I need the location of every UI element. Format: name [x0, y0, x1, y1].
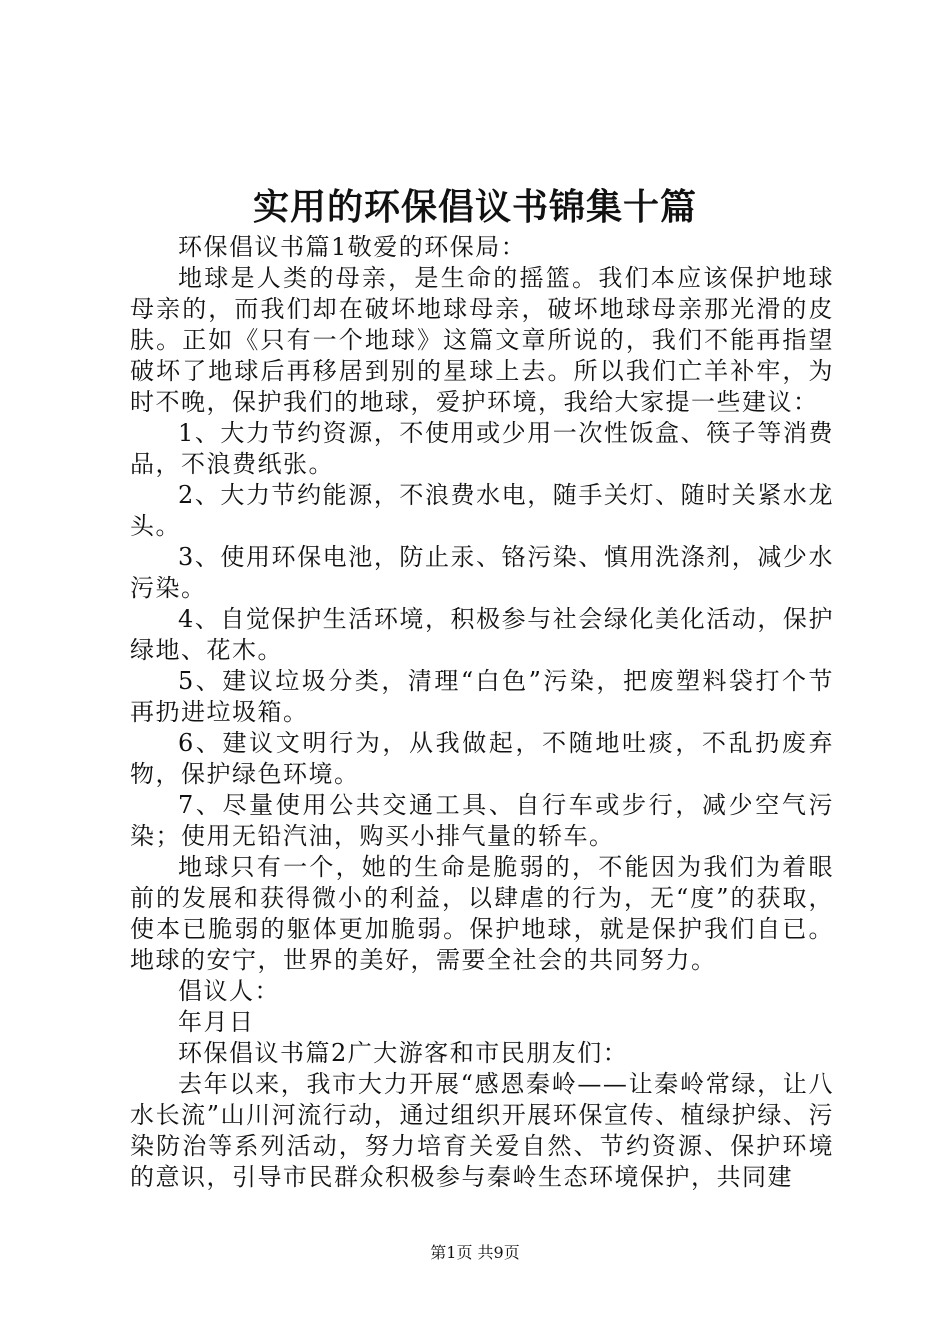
paragraph-intro-2: 去年以来，我市大力开展“感恩秦岭——让秦岭常绿，让八水长流”山川河流行动，通过组织开展环保宣传、植绿护绿、污染防治等系列活动，努力培育关爱自然、节约资源、保护环境的意识，引导市民群众积极参与秦岭生态环境保护，共同建	[130, 1070, 834, 1191]
document-title: 实用的环保倡议书锦集十篇	[252, 187, 697, 228]
paragraph-salutation-1: 环保倡议书篇1敬爱的环保局：	[178, 233, 527, 261]
paragraph-date: 年月日	[178, 1008, 255, 1036]
paragraph-item-3: 3、使用环保电池，防止汞、铬污染、慎用洗涤剂，减少水污染。	[130, 543, 834, 602]
paragraph-item-4: 4、自觉保护生活环境，积极参与社会绿化美化活动，保护绿地、花木。	[130, 605, 834, 664]
paragraph-salutation-2: 环保倡议书篇2广大游客和市民朋友们：	[178, 1039, 629, 1067]
paragraph-item-6: 6、建议文明行为，从我做起，不随地吐痰，不乱扔废弃物，保护绿色环境。	[130, 729, 834, 788]
document-body	[130, 232, 834, 1193]
paragraph-signer: 倡议人：	[178, 977, 280, 1005]
paragraph-item-5: 5、建议垃圾分类，清理“白色”污染，把废塑料袋打个节再扔进垃圾箱。	[130, 667, 834, 726]
paragraph-item-1: 1、大力节约资源，不使用或少用一次性饭盒、筷子等消费品，不浪费纸张。	[130, 419, 834, 478]
page-footer: 第1页 共9页	[430, 1243, 520, 1262]
paragraph-conclusion-1: 地球只有一个，她的生命是脆弱的，不能因为我们为着眼前的发展和获得微小的利益，以肆虐的行为，无“度”的获取，使本已脆弱的躯体更加脆弱。保护地球，就是保护我们自已。地球的安宁，世界的美好，需要全社会的共同努力。	[130, 853, 834, 974]
paragraph-item-7: 7、尽量使用公共交通工具、自行车或步行，减少空气污染；使用无铅汽油，购买小排气量的轿车。	[130, 791, 834, 850]
paragraph-intro-1: 地球是人类的母亲，是生命的摇篮。我们本应该保护地球母亲的，而我们却在破坏地球母亲，破坏地球母亲那光滑的皮肤。正如《只有一个地球》这篇文章所说的，我们不能再指望破坏了地球后再移居到别的星球上去。所以我们亡羊补牢，为时不晚，保护我们的地球，爱护环境，我给大家提一些建议：	[130, 264, 834, 416]
paragraph-item-2: 2、大力节约能源，不浪费水电，随手关灯、随时关紧水龙头。	[130, 481, 834, 540]
